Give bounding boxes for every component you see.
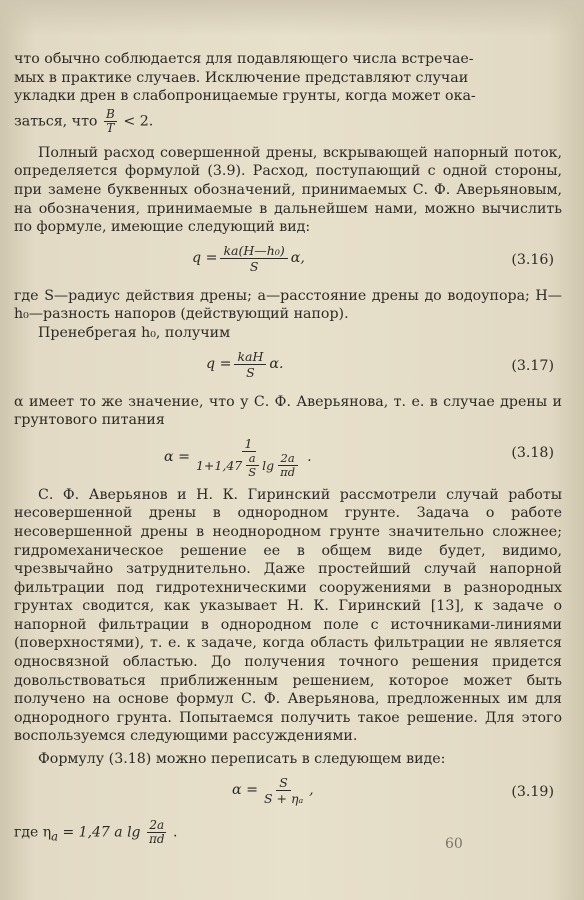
formula-fraction (261, 775, 306, 806)
page-number: 60 (445, 836, 463, 852)
page-shadow (0, 0, 584, 36)
paragraph: Пренебрегая h₀, получим (38, 324, 231, 341)
text-fragment: < 2. (123, 113, 154, 130)
paragraph: Формулу (3.18) можно переписать в следующем виде: (38, 751, 446, 768)
formula-tail: α. (269, 355, 284, 372)
inner-numerator: 2a (278, 452, 298, 466)
equation-number: (3.18) (511, 444, 554, 461)
text-fragment: заться, что (14, 113, 98, 130)
fraction-denominator: πd (148, 831, 165, 846)
formula-tail: . (307, 448, 312, 465)
formula-denominator: S (249, 258, 259, 274)
equation-number: (3.19) (511, 783, 554, 800)
fraction-numerator: 2a (149, 817, 165, 832)
formula-denominator: S (246, 364, 255, 380)
equation-number: (3.17) (511, 357, 554, 374)
paragraph-line: что обычно соблюдается для подавляющего числа встречае- (14, 51, 474, 67)
denominator-prefix: 1+1,47 (195, 457, 243, 473)
formula-fraction (220, 243, 287, 274)
paragraph: где S—радиус действия дрены; a—расстояние дрены до водоупора; H—h₀—разность напоров (действующий напор). (14, 287, 562, 323)
formula-tail: α, (290, 249, 305, 266)
formula-3-16 (14, 239, 562, 283)
formula-3-19 (14, 771, 562, 815)
formula-numerator: ka(H—h₀) (220, 243, 287, 259)
fraction-b-over-t (104, 108, 117, 135)
subscript: a (51, 828, 59, 843)
inner-denominator: S (248, 464, 257, 479)
inner-fraction-a-over-s (245, 452, 259, 479)
text-fragment: . (173, 824, 178, 841)
fraction-numerator: B (105, 106, 115, 121)
log-symbol: lg (262, 457, 275, 473)
definition-line (14, 819, 562, 846)
formula-fraction (234, 349, 266, 380)
formula-lhs: q = (192, 249, 218, 266)
inner-fraction-2a-over-pid (277, 452, 298, 479)
page-text (14, 50, 562, 846)
formula-tail: , (309, 781, 314, 798)
inner-numerator: a (246, 452, 259, 466)
paragraph: С. Ф. Аверьянов и Н. К. Гиринский рассмотрели случай работы несовершенной дрены в однородном грунте. Задача о работе несовершенной дрены в неоднородном грунте значительно сложнее; гидромеханическое решение ее в общем виде будет, видимо, чрезвычайно затруднительно. Даже простейший случай напорной фильтрации под гидротехническими сооружениями в разнородных грунтах сводится, как указывает Н. К. Гиринский [13], к задаче о напорной фильтрации в однородном поле с источниками-линиями (поверхностями), т. е. к задаче, когда область фильтрации не является односвязной областью. До получения точного решения придется довольствоваться приближенным решением, которое может быть получено на основе формул С. Ф. Аверьянова, предложенных им для однородного грунта. Попытаемся получить такое решение. Для этого воспользуемся следующими рассуждениями. (14, 486, 562, 745)
formula-3-18 (14, 432, 562, 482)
formula-fraction (193, 436, 304, 479)
equation-number: (3.16) (511, 251, 554, 268)
formula-lhs: α = (164, 448, 190, 465)
text-fragment: = 1,47 a lg (62, 824, 141, 841)
formula-numerator: kaH (234, 349, 266, 365)
fraction-2a-over-pid (147, 819, 167, 846)
formula-denominator (193, 452, 304, 479)
paragraph-line (14, 108, 562, 135)
paragraph: α имеет то же значение, что у С. Ф. Аверьянова, т. е. в случае дрены и грунтового питания (14, 393, 562, 429)
paragraph: Полный расход совершенной дрены, вскрывающей напорный поток, определяется формулой (3.9). Расход, поступающий с одной стороны, при замене буквенных обозначений, принимаемых С. Ф. Аверьяновым, на обозначения, принимаемые в дальнейшем нами, можно вычислить по формуле, имеющие следующий вид: (14, 144, 562, 236)
text-fragment: где η (14, 824, 52, 841)
formula-denominator: S + ηₐ (263, 790, 304, 806)
formula-lhs: q = (206, 355, 232, 372)
formula-lhs: α = (232, 781, 258, 798)
paragraph-line: мых в практике случаев. Исключение представляют случаи (14, 69, 469, 86)
paragraph-line: укладки дрен в слабопроницаемые грунты, когда может ока- (14, 88, 476, 105)
fraction-denominator: T (106, 120, 115, 135)
inner-denominator: πd (280, 464, 296, 479)
formula-numerator: S (276, 775, 291, 791)
formula-numerator: 1 (242, 436, 256, 452)
formula-3-17 (14, 345, 562, 389)
